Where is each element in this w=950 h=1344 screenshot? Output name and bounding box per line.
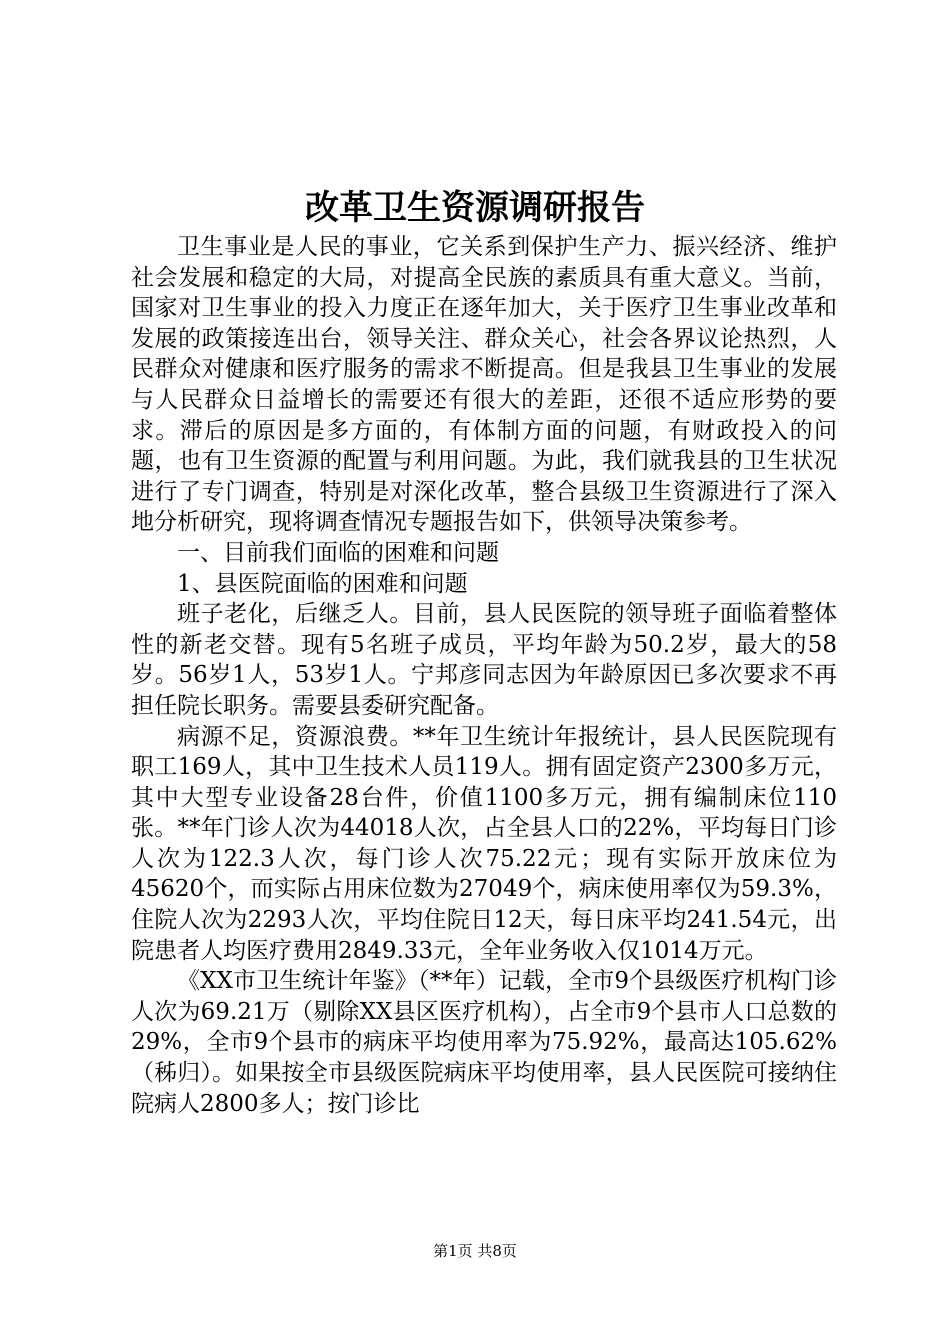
paragraph-yearbook: 《XX市卫生统计年鉴》（**年）记载，全市9个县级医疗机构门诊人次为69.21万（剔除XX县区医疗机构），占全市9个县市人口总数的29%，全市9个县市的病床平均使用率为75.92%，最高达105.62%（秭归）。如果按全市县级医院病床平均使用率，县人民医院可接纳住院病人2800多人；按门诊比 <box>131 968 837 1117</box>
paragraph-resources: 病源不足，资源浪费。**年卫生统计年报统计，县人民医院现有职工169人，其中卫生技术人员119人。拥有固定资产2300多万元，其中大型专业设备28台件，价值1100多万元，拥有编制床位110张。**年门诊人次为44018人次，占全县人口的22%，平均每日门诊人次为122.3人次，每门诊人次75.22元；现有实际开放床位为45620个，而实际占用床位数为27049个，病床使用率仅为59.3%，住院人次为2293人次，平均住院日12天，每日床平均241.54元，出院患者人均医疗费用2849.33元，全年业务收入仅1014万元。 <box>131 723 837 964</box>
subsection-heading: 1、县医院面临的困难和问题 <box>177 570 468 597</box>
document-body <box>131 232 837 1119</box>
paragraph-intro: 卫生事业是人民的事业，它关系到保护生产力、振兴经济、维护社会发展和稳定的大局，对提高全民族的素质具有重大意义。当前，国家对卫生事业的投入力度正在逐年加大，关于医疗卫生事业改革和发展的政策接连出台，领导关注、群众关心，社会各界议论热烈，人民群众对健康和医疗服务的需求不断提高。但是我县卫生事业的发展与人民群众日益增长的需要还有很大的差距，还很不适应形势的要求。滞后的原因是多方面的，有体制方面的问题，有财政投入的问题，也有卫生资源的配置与利用问题。为此，我们就我县的卫生状况进行了专门调查，特别是对深化改革，整合县级卫生资源进行了深入地分析研究，现将调查情况专题报告如下，供领导决策参考。 <box>131 234 837 536</box>
document-title: 改革卫生资源调研报告 <box>305 188 645 228</box>
page-footer: 第1页 共8页 <box>433 1242 517 1260</box>
paragraph-leadership: 班子老化，后继乏人。目前，县人民医院的领导班子面临着整体性的新老交替。现有5名班子成员，平均年龄为50.2岁，最大的58岁。56岁1人，53岁1人。宁邦彦同志因为年龄原因已多次要求不再担任院长职务。需要县委研究配备。 <box>131 601 837 719</box>
section-heading: 一、目前我们面临的困难和问题 <box>177 539 499 566</box>
